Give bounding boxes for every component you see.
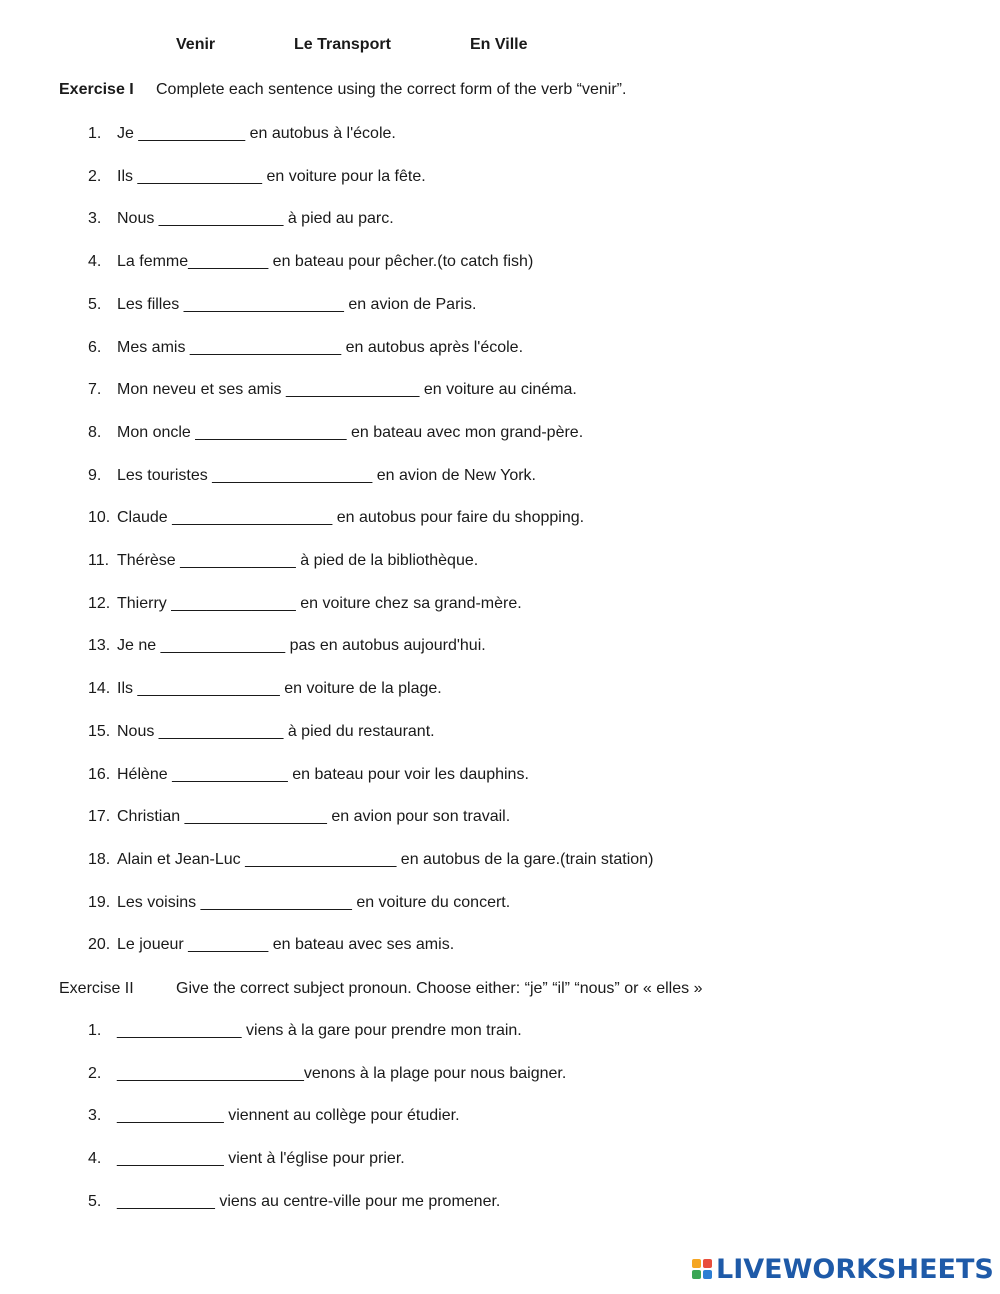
logo-square-1 [692, 1259, 701, 1268]
item-sentence[interactable]: Mon neveu et ses amis _______________ en voiture au cinéma. [117, 381, 577, 399]
item-sentence[interactable]: Thérèse _____________ à pied de la bibliothèque. [117, 552, 479, 569]
item-sentence[interactable]: Les voisins _________________ en voiture du concert. [117, 893, 511, 911]
exercise1-label: Exercise I [59, 81, 134, 98]
header-le-transport: Le Transport [294, 36, 391, 53]
item-sentence[interactable]: ____________ vient à l'église pour prier. [117, 1150, 405, 1168]
item-sentence[interactable]: Mes amis _________________ en autobus après l'école. [117, 338, 524, 356]
item-number: 5. [88, 1192, 102, 1210]
item-number: 5. [88, 295, 102, 313]
logo-square-3 [692, 1270, 701, 1279]
item-number: 9. [88, 466, 102, 484]
item-number: 15. [88, 722, 111, 740]
liveworksheets-logo-icon [692, 1259, 712, 1279]
header-en-ville: En Ville [470, 36, 528, 53]
item-sentence[interactable]: Alain et Jean-Luc _________________ en autobus de la gare.(train station) [117, 850, 654, 868]
item-number: 3. [88, 1107, 102, 1125]
exercise2-label: Exercise II [59, 980, 134, 997]
exercise2-title [59, 980, 703, 998]
item-sentence[interactable]: ___________ viens au centre-ville pour me promener. [117, 1192, 501, 1210]
item-number: 7. [88, 381, 102, 399]
item-sentence[interactable]: Je ne ______________ pas en autobus aujourd'hui. [117, 637, 486, 655]
item-number: 1. [88, 125, 102, 142]
item-sentence[interactable]: La femme_________ en bateau pour pêcher.(to catch fish) [117, 253, 534, 271]
item-number: 4. [88, 253, 102, 271]
item-number: 13. [88, 637, 111, 655]
header-venir: Venir [176, 36, 216, 53]
item-number: 17. [88, 808, 111, 826]
item-number: 4. [88, 1150, 102, 1168]
item-sentence[interactable]: Nous ______________ à pied au parc. [117, 210, 394, 228]
item-sentence[interactable]: Claude __________________ en autobus pour faire du shopping. [117, 509, 585, 527]
item-sentence[interactable]: Christian ________________ en avion pour son travail. [117, 808, 511, 826]
item-number: 16. [88, 765, 111, 783]
item-number: 2. [88, 167, 102, 185]
item-number: 1. [88, 1022, 102, 1039]
item-sentence[interactable]: Mon oncle _________________ en bateau avec mon grand-père. [117, 423, 584, 441]
item-number: 8. [88, 423, 102, 441]
liveworksheets-logo-text: LIVEWORKSHEETS [716, 1253, 994, 1285]
item-number: 14. [88, 680, 111, 698]
exercise1-instructions: Complete each sentence using the correct form of the verb “venir”. [156, 81, 627, 98]
item-number: 20. [88, 936, 111, 954]
item-sentence[interactable]: Ils ________________ en voiture de la plage. [117, 680, 442, 698]
worksheet-header [0, 36, 1000, 58]
item-number: 18. [88, 850, 111, 868]
item-number: 6. [88, 338, 102, 356]
item-number: 3. [88, 210, 102, 228]
item-sentence[interactable]: Les filles __________________ en avion de Paris. [117, 295, 477, 313]
exercise1-title [59, 81, 627, 99]
item-number: 11. [88, 552, 110, 569]
liveworksheets-logo[interactable] [692, 1254, 994, 1284]
item-sentence[interactable]: Les touristes __________________ en avion de New York. [117, 466, 536, 484]
logo-square-2 [703, 1259, 712, 1268]
logo-square-4 [703, 1270, 712, 1279]
item-sentence[interactable]: Je ____________ en autobus à l'école. [117, 125, 396, 142]
item-sentence[interactable]: _____________________venons à la plage pour nous baigner. [117, 1064, 567, 1082]
item-sentence[interactable]: ______________ viens à la gare pour prendre mon train. [117, 1022, 522, 1039]
item-sentence[interactable]: Le joueur _________ en bateau avec ses amis. [117, 936, 455, 954]
item-sentence[interactable]: Nous ______________ à pied du restaurant. [117, 722, 435, 740]
item-sentence[interactable]: Thierry ______________ en voiture chez sa grand-mère. [117, 594, 522, 612]
item-sentence[interactable]: Hélène _____________ en bateau pour voir les dauphins. [117, 765, 529, 783]
item-number: 10. [88, 509, 111, 527]
item-number: 2. [88, 1064, 102, 1082]
item-sentence[interactable]: Ils ______________ en voiture pour la fête. [117, 167, 426, 185]
item-number: 19. [88, 893, 111, 911]
exercise2-instructions: Give the correct subject pronoun. Choose either: “je” “il” “nous” or « elles » [176, 980, 703, 997]
item-number: 12. [88, 594, 111, 612]
item-sentence[interactable]: ____________ viennent au collège pour étudier. [117, 1107, 460, 1125]
